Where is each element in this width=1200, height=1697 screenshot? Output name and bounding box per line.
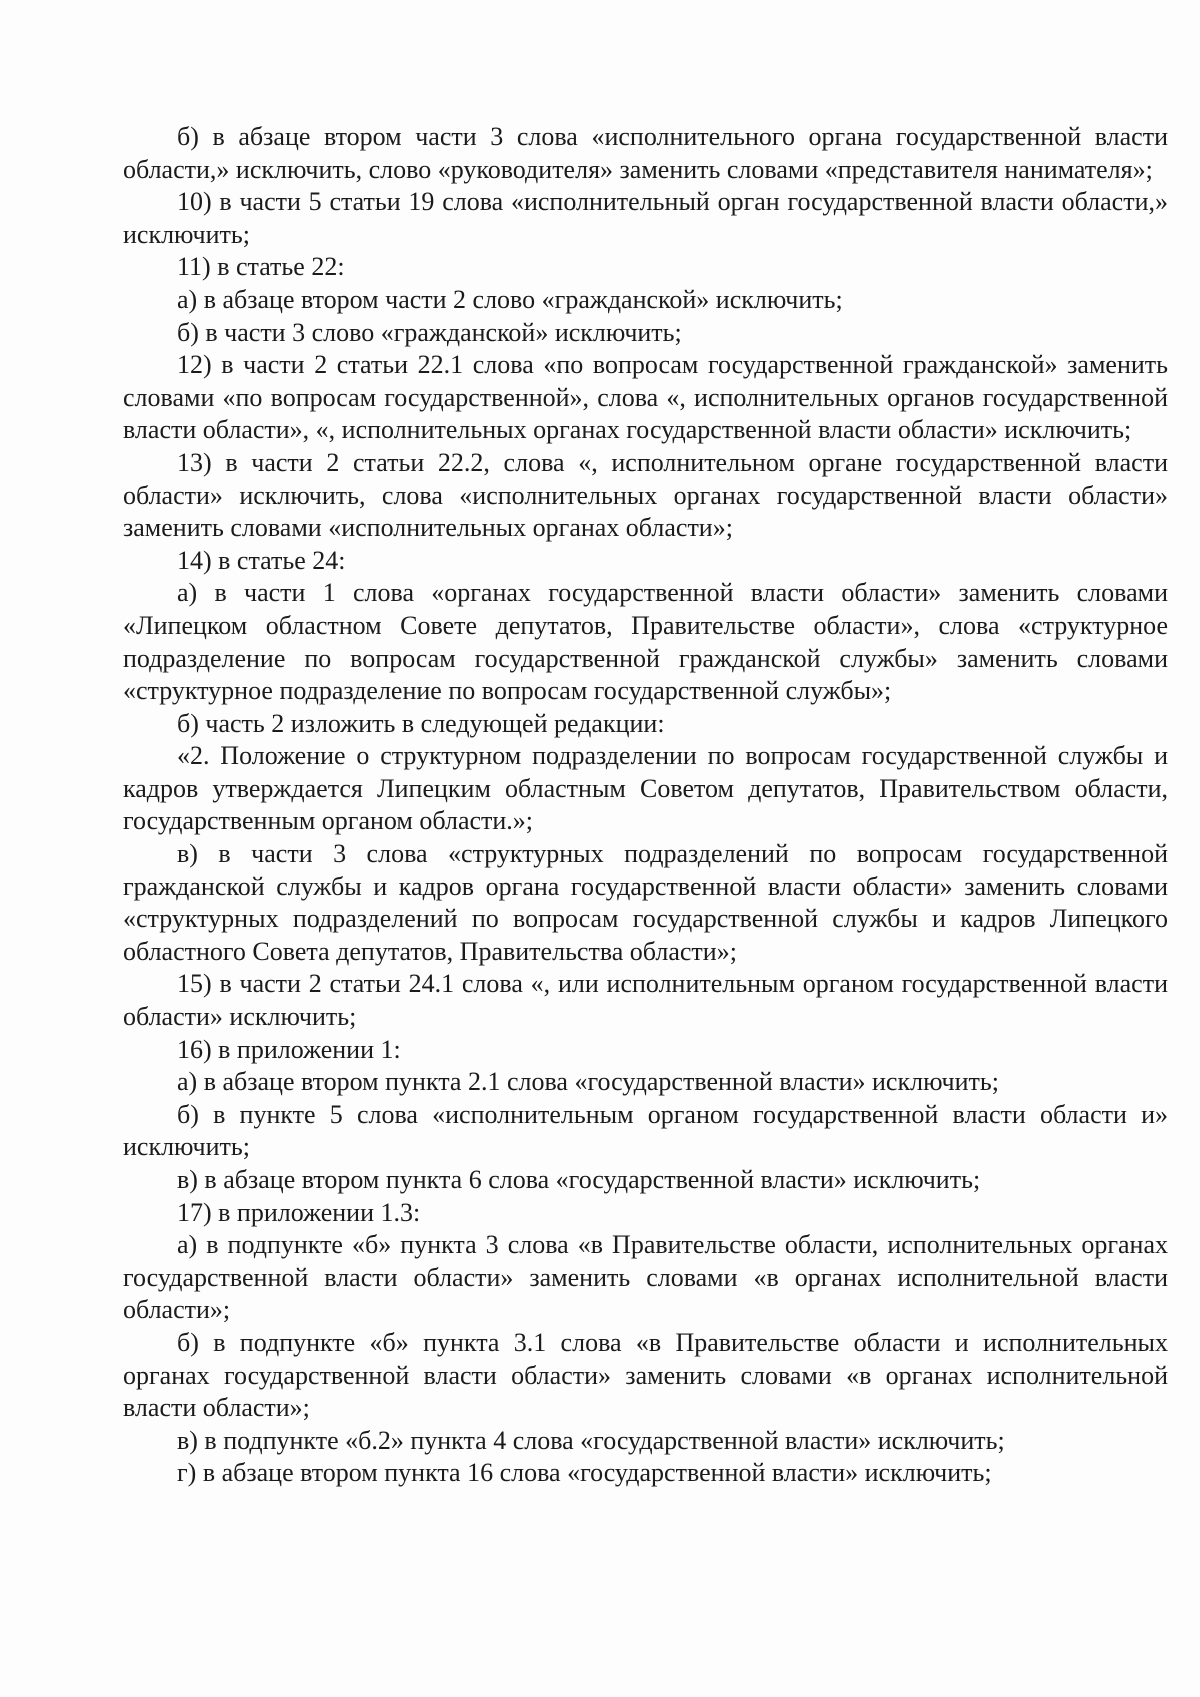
paragraph: б) в части 3 слово «гражданской» исключить;	[177, 317, 682, 347]
paragraph: г) в абзаце втором пункта 16 слова «государственной власти» исключить;	[177, 1458, 992, 1488]
paragraph: 10) в части 5 статьи 19 слова «исполнительный орган государственной власти области,» исключить;	[123, 187, 1168, 249]
paragraph: б) в абзаце втором части 3 слова «исполнительного органа государственной власти области,» исключить, слово «руководителя» заменить словами «представителя нанимателя»;	[123, 122, 1168, 184]
paragraph: 14) в статье 24:	[177, 545, 346, 575]
paragraph: б) в пункте 5 слова «исполнительным органом государственной власти области и» исключить;	[123, 1099, 1168, 1162]
paragraph: а) в абзаце втором пункта 2.1 слова «государственной власти» исключить;	[177, 1067, 999, 1097]
paragraph: а) в абзаце втором части 2 слово «гражданской» исключить;	[177, 284, 843, 314]
paragraph: а) в подпункте «б» пункта 3 слова «в Правительстве области, исполнительных органах государственной власти области» заменить словами «в органах исполнительной власти области»;	[123, 1230, 1168, 1325]
paragraph: 17) в приложении 1.3:	[177, 1197, 421, 1227]
paragraph: 15) в части 2 статьи 24.1 слова «, или исполнительным органом государственной власти области» исключить;	[123, 969, 1168, 1032]
paragraph: 13) в части 2 статьи 22.2, слова «, исполнительном органе государственной власти области» исключить, слова «исполнительных органах государственной власти области» заменить словами «исполнительных органах области»;	[123, 447, 1168, 543]
paragraph: а) в части 1 слова «органах государственной власти области» заменить словами «Липецком областном Совете депутатов, Правительстве области», слова «структурное подразделение по вопросам государственной гражданской службы» заменить словами «структурное подразделение по вопросам государственной службы»;	[123, 578, 1168, 706]
paragraph: б) часть 2 изложить в следующей редакции:	[177, 708, 665, 738]
paragraph: в) в подпункте «б.2» пункта 4 слова «государственной власти» исключить;	[177, 1425, 1005, 1455]
paragraph: 12) в части 2 статьи 22.1 слова «по вопросам государственной гражданской» заменить словами «по вопросам государственной», слова «, исполнительных органов государственной власти области», «, исполнительных органах государственной власти области» исключить;	[123, 350, 1168, 445]
paragraph: в) в части 3 слова «структурных подразделений по вопросам государственной гражданской службы и кадров органа государственной власти области» заменить словами «структурных подразделений по вопросам государственной службы и кадров Липецкого областного Совета депутатов, Правительства области»;	[123, 839, 1168, 966]
paragraph: «2. Положение о структурном подразделении по вопросам государственной службы и кадров утверждается Липецким областным Советом депутатов, Правительством области, государственным органом области.»;	[123, 741, 1168, 836]
document-body	[123, 121, 1168, 1490]
paragraph: 11) в статье 22:	[177, 252, 345, 282]
paragraph: б) в подпункте «б» пункта 3.1 слова «в Правительстве области и исполнительных органах государственной власти области» заменить словами «в органах исполнительной власти области»;	[123, 1327, 1168, 1423]
paragraph: в) в абзаце втором пункта 6 слова «государственной власти» исключить;	[177, 1165, 981, 1194]
paragraph: 16) в приложении 1:	[177, 1034, 401, 1064]
